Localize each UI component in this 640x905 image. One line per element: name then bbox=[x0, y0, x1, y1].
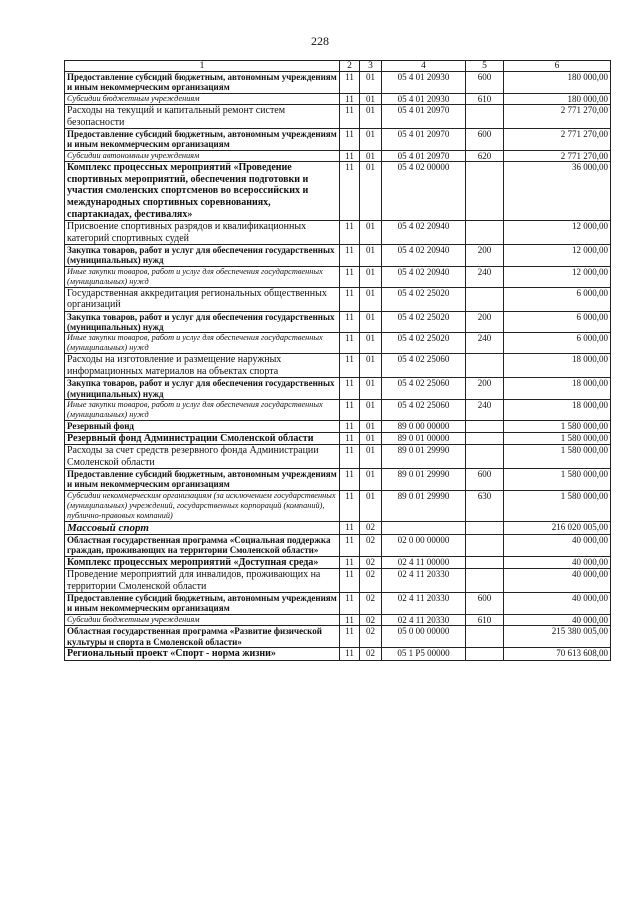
row-name: Массовый спорт bbox=[65, 521, 340, 534]
row-expense-type: 600 bbox=[466, 592, 504, 614]
row-name: Расходы на текущий и капитальный ремонт систем безопасности bbox=[65, 105, 340, 129]
row-subsection: 02 bbox=[360, 534, 382, 556]
column-header: 6 bbox=[504, 61, 611, 72]
row-target-code: 05 4 02 25060 bbox=[382, 400, 466, 421]
row-subsection: 02 bbox=[360, 569, 382, 593]
row-target-code: 05 4 01 20930 bbox=[382, 72, 466, 94]
row-name: Комплекс процессных мероприятий «Доступная среда» bbox=[65, 556, 340, 569]
row-target-code: 89 0 01 29990 bbox=[382, 468, 466, 490]
row-amount: 18 000,00 bbox=[504, 354, 611, 378]
row-amount: 6 000,00 bbox=[504, 311, 611, 333]
row-subsection: 01 bbox=[360, 354, 382, 378]
row-section: 11 bbox=[340, 93, 360, 104]
row-section: 11 bbox=[340, 556, 360, 569]
table-row bbox=[65, 614, 611, 625]
row-subsection: 01 bbox=[360, 432, 382, 445]
column-header: 2 bbox=[340, 61, 360, 72]
row-name: Резервный фонд bbox=[65, 421, 340, 432]
row-section: 11 bbox=[340, 432, 360, 445]
row-section: 11 bbox=[340, 378, 360, 400]
row-subsection: 01 bbox=[360, 150, 382, 161]
row-target-code: 05 4 02 25020 bbox=[382, 287, 466, 311]
row-amount: 2 771 270,00 bbox=[504, 105, 611, 129]
row-target-code: 05 0 00 00000 bbox=[382, 626, 466, 648]
row-target-code: 05 4 02 25020 bbox=[382, 333, 466, 354]
row-expense-type bbox=[466, 626, 504, 648]
row-section: 11 bbox=[340, 400, 360, 421]
row-expense-type bbox=[466, 421, 504, 432]
row-subsection: 01 bbox=[360, 266, 382, 287]
column-header: 5 bbox=[466, 61, 504, 72]
table-row bbox=[65, 432, 611, 445]
row-amount: 12 000,00 bbox=[504, 221, 611, 245]
row-name: Субсидии автономным учреждениям bbox=[65, 150, 340, 161]
row-subsection: 01 bbox=[360, 287, 382, 311]
row-target-code: 05 4 02 25060 bbox=[382, 354, 466, 378]
table-row bbox=[65, 647, 611, 660]
row-target-code: 05 1 P5 00000 bbox=[382, 647, 466, 660]
row-section: 11 bbox=[340, 592, 360, 614]
row-expense-type bbox=[466, 287, 504, 311]
row-subsection: 01 bbox=[360, 400, 382, 421]
table-row bbox=[65, 245, 611, 267]
row-name: Предоставление субсидий бюджетным, автономным учреждениям и иным некоммерческим организациям bbox=[65, 72, 340, 94]
row-section: 11 bbox=[340, 521, 360, 534]
row-name: Предоставление субсидий бюджетным, автономным учреждениям и иным некоммерческим организациям bbox=[65, 468, 340, 490]
row-expense-type: 600 bbox=[466, 72, 504, 94]
row-expense-type: 600 bbox=[466, 129, 504, 151]
table-row bbox=[65, 534, 611, 556]
budget-table bbox=[64, 60, 611, 661]
column-header: 3 bbox=[360, 61, 382, 72]
row-amount: 40 000,00 bbox=[504, 569, 611, 593]
row-amount: 1 580 000,00 bbox=[504, 468, 611, 490]
row-section: 11 bbox=[340, 614, 360, 625]
row-name: Присвоение спортивных разрядов и квалификационных категорий спортивных судей bbox=[65, 221, 340, 245]
row-expense-type bbox=[466, 647, 504, 660]
row-expense-type bbox=[466, 521, 504, 534]
row-subsection: 02 bbox=[360, 614, 382, 625]
row-section: 11 bbox=[340, 647, 360, 660]
table-row bbox=[65, 378, 611, 400]
row-amount: 40 000,00 bbox=[504, 534, 611, 556]
row-expense-type: 240 bbox=[466, 333, 504, 354]
row-section: 11 bbox=[340, 445, 360, 469]
row-amount: 215 380 005,00 bbox=[504, 626, 611, 648]
row-expense-type bbox=[466, 105, 504, 129]
row-name: Региональный проект «Спорт - норма жизни» bbox=[65, 647, 340, 660]
row-target-code: 05 4 02 00000 bbox=[382, 162, 466, 221]
row-subsection: 01 bbox=[360, 490, 382, 521]
row-name: Предоставление субсидий бюджетным, автономным учреждениям и иным некоммерческим организациям bbox=[65, 129, 340, 151]
table-row bbox=[65, 333, 611, 354]
row-amount: 2 771 270,00 bbox=[504, 129, 611, 151]
row-expense-type bbox=[466, 569, 504, 593]
row-subsection: 01 bbox=[360, 245, 382, 267]
row-name: Комплекс процессных мероприятий «Проведение спортивных мероприятий, обеспечения подготовки и участия смоленских спортсменов во всероссийских и международных спортивных соревнованиях, спартакиадах, фестивалях» bbox=[65, 162, 340, 221]
row-section: 11 bbox=[340, 421, 360, 432]
row-subsection: 01 bbox=[360, 162, 382, 221]
table-row bbox=[65, 150, 611, 161]
row-subsection: 02 bbox=[360, 521, 382, 534]
row-section: 11 bbox=[340, 266, 360, 287]
row-name: Предоставление субсидий бюджетным, автономным учреждениям и иным некоммерческим организациям bbox=[65, 592, 340, 614]
row-amount: 1 580 000,00 bbox=[504, 421, 611, 432]
table-row bbox=[65, 556, 611, 569]
row-section: 11 bbox=[340, 150, 360, 161]
row-target-code: 02 4 11 20330 bbox=[382, 614, 466, 625]
row-name: Расходы за счет средств резервного фонда Администрации Смоленской области bbox=[65, 445, 340, 469]
table-row bbox=[65, 490, 611, 521]
row-name: Закупка товаров, работ и услуг для обеспечения государственных (муниципальных) нужд bbox=[65, 378, 340, 400]
row-expense-type bbox=[466, 556, 504, 569]
row-amount: 1 580 000,00 bbox=[504, 432, 611, 445]
table-row bbox=[65, 311, 611, 333]
row-subsection: 01 bbox=[360, 105, 382, 129]
row-expense-type bbox=[466, 534, 504, 556]
row-amount: 2 771 270,00 bbox=[504, 150, 611, 161]
table-row bbox=[65, 445, 611, 469]
row-section: 11 bbox=[340, 626, 360, 648]
row-name: Закупка товаров, работ и услуг для обеспечения государственных (муниципальных) нужд bbox=[65, 245, 340, 267]
row-section: 11 bbox=[340, 569, 360, 593]
row-amount: 216 020 005,00 bbox=[504, 521, 611, 534]
row-expense-type: 630 bbox=[466, 490, 504, 521]
row-expense-type bbox=[466, 354, 504, 378]
row-name: Государственная аккредитация региональных общественных организаций bbox=[65, 287, 340, 311]
table-row bbox=[65, 569, 611, 593]
row-amount: 18 000,00 bbox=[504, 400, 611, 421]
row-name: Резервный фонд Администрации Смоленской области bbox=[65, 432, 340, 445]
row-section: 11 bbox=[340, 221, 360, 245]
row-section: 11 bbox=[340, 311, 360, 333]
row-amount: 1 580 000,00 bbox=[504, 445, 611, 469]
row-section: 11 bbox=[340, 162, 360, 221]
row-amount: 18 000,00 bbox=[504, 378, 611, 400]
table-row bbox=[65, 521, 611, 534]
row-amount: 180 000,00 bbox=[504, 72, 611, 94]
table-row bbox=[65, 221, 611, 245]
row-amount: 36 000,00 bbox=[504, 162, 611, 221]
table-row bbox=[65, 421, 611, 432]
row-name: Субсидии бюджетным учреждениям bbox=[65, 614, 340, 625]
row-name: Субсидии некоммерческим организациям (за исключением государственных (муниципальных) учреждений, государственных корпораций (компаний), публично-правовых компаний) bbox=[65, 490, 340, 521]
row-name: Иные закупки товаров, работ и услуг для обеспечения государственных (муниципальных) нужд bbox=[65, 400, 340, 421]
table-row bbox=[65, 129, 611, 151]
row-name: Субсидии бюджетным учреждениям bbox=[65, 93, 340, 104]
row-expense-type bbox=[466, 162, 504, 221]
table-row bbox=[65, 162, 611, 221]
row-section: 11 bbox=[340, 468, 360, 490]
row-section: 11 bbox=[340, 72, 360, 94]
row-expense-type: 620 bbox=[466, 150, 504, 161]
row-name: Расходы на изготовление и размещение наружных информационных материалов на объектах спорта bbox=[65, 354, 340, 378]
row-section: 11 bbox=[340, 287, 360, 311]
row-amount: 12 000,00 bbox=[504, 245, 611, 267]
row-section: 11 bbox=[340, 354, 360, 378]
row-target-code: 05 4 02 20940 bbox=[382, 245, 466, 267]
row-target-code bbox=[382, 521, 466, 534]
row-expense-type: 200 bbox=[466, 378, 504, 400]
row-amount: 6 000,00 bbox=[504, 333, 611, 354]
row-name: Областная государственная программа «Социальная поддержка граждан, проживающих на территории Смоленской области» bbox=[65, 534, 340, 556]
row-target-code: 89 0 00 00000 bbox=[382, 421, 466, 432]
table-row bbox=[65, 287, 611, 311]
row-amount: 1 580 000,00 bbox=[504, 490, 611, 521]
table-row bbox=[65, 93, 611, 104]
row-subsection: 01 bbox=[360, 93, 382, 104]
row-amount: 6 000,00 bbox=[504, 287, 611, 311]
row-expense-type: 240 bbox=[466, 400, 504, 421]
row-amount: 180 000,00 bbox=[504, 93, 611, 104]
row-target-code: 05 4 02 25020 bbox=[382, 311, 466, 333]
row-subsection: 01 bbox=[360, 421, 382, 432]
row-target-code: 02 0 00 00000 bbox=[382, 534, 466, 556]
row-subsection: 01 bbox=[360, 468, 382, 490]
row-target-code: 02 4 11 20330 bbox=[382, 569, 466, 593]
row-expense-type: 610 bbox=[466, 614, 504, 625]
row-name: Иные закупки товаров, работ и услуг для обеспечения государственных (муниципальных) нужд bbox=[65, 266, 340, 287]
row-target-code: 89 0 01 00000 bbox=[382, 432, 466, 445]
table-row bbox=[65, 626, 611, 648]
row-section: 11 bbox=[340, 534, 360, 556]
row-subsection: 01 bbox=[360, 129, 382, 151]
row-name: Проведение мероприятий для инвалидов, проживающих на территории Смоленской области bbox=[65, 569, 340, 593]
row-amount: 40 000,00 bbox=[504, 592, 611, 614]
row-target-code: 05 4 02 20940 bbox=[382, 221, 466, 245]
row-target-code: 05 4 01 20970 bbox=[382, 129, 466, 151]
row-section: 11 bbox=[340, 245, 360, 267]
row-amount: 12 000,00 bbox=[504, 266, 611, 287]
row-expense-type bbox=[466, 445, 504, 469]
row-target-code: 05 4 01 20970 bbox=[382, 150, 466, 161]
column-header: 4 bbox=[382, 61, 466, 72]
row-target-code: 89 0 01 29990 bbox=[382, 445, 466, 469]
row-expense-type bbox=[466, 221, 504, 245]
row-subsection: 02 bbox=[360, 626, 382, 648]
row-expense-type: 600 bbox=[466, 468, 504, 490]
row-subsection: 02 bbox=[360, 592, 382, 614]
table-header-row bbox=[65, 61, 611, 72]
row-amount: 40 000,00 bbox=[504, 614, 611, 625]
row-subsection: 02 bbox=[360, 647, 382, 660]
row-subsection: 01 bbox=[360, 378, 382, 400]
row-name: Иные закупки товаров, работ и услуг для обеспечения государственных (муниципальных) нужд bbox=[65, 333, 340, 354]
row-target-code: 02 4 11 20330 bbox=[382, 592, 466, 614]
row-section: 11 bbox=[340, 105, 360, 129]
row-expense-type: 240 bbox=[466, 266, 504, 287]
table-row bbox=[65, 592, 611, 614]
row-target-code: 05 4 01 20970 bbox=[382, 105, 466, 129]
row-amount: 40 000,00 bbox=[504, 556, 611, 569]
row-target-code: 02 4 11 00000 bbox=[382, 556, 466, 569]
row-subsection: 01 bbox=[360, 445, 382, 469]
page-number: 228 bbox=[311, 34, 329, 48]
row-target-code: 89 0 01 29990 bbox=[382, 490, 466, 521]
row-subsection: 02 bbox=[360, 556, 382, 569]
row-section: 11 bbox=[340, 490, 360, 521]
row-expense-type: 200 bbox=[466, 311, 504, 333]
row-subsection: 01 bbox=[360, 72, 382, 94]
row-subsection: 01 bbox=[360, 333, 382, 354]
table-row bbox=[65, 72, 611, 94]
row-subsection: 01 bbox=[360, 311, 382, 333]
row-expense-type bbox=[466, 432, 504, 445]
row-expense-type: 610 bbox=[466, 93, 504, 104]
row-expense-type: 200 bbox=[466, 245, 504, 267]
row-section: 11 bbox=[340, 333, 360, 354]
row-target-code: 05 4 02 20940 bbox=[382, 266, 466, 287]
table-row bbox=[65, 105, 611, 129]
row-name: Областная государственная программа «Развитие физической культуры и спорта в Смоленской области» bbox=[65, 626, 340, 648]
table-row bbox=[65, 400, 611, 421]
row-name: Закупка товаров, работ и услуг для обеспечения государственных (муниципальных) нужд bbox=[65, 311, 340, 333]
row-section: 11 bbox=[340, 129, 360, 151]
row-target-code: 05 4 01 20930 bbox=[382, 93, 466, 104]
table-row bbox=[65, 354, 611, 378]
table-row bbox=[65, 468, 611, 490]
column-header: 1 bbox=[65, 61, 340, 72]
row-subsection: 01 bbox=[360, 221, 382, 245]
table-row bbox=[65, 266, 611, 287]
row-amount: 70 613 608,00 bbox=[504, 647, 611, 660]
row-target-code: 05 4 02 25060 bbox=[382, 378, 466, 400]
